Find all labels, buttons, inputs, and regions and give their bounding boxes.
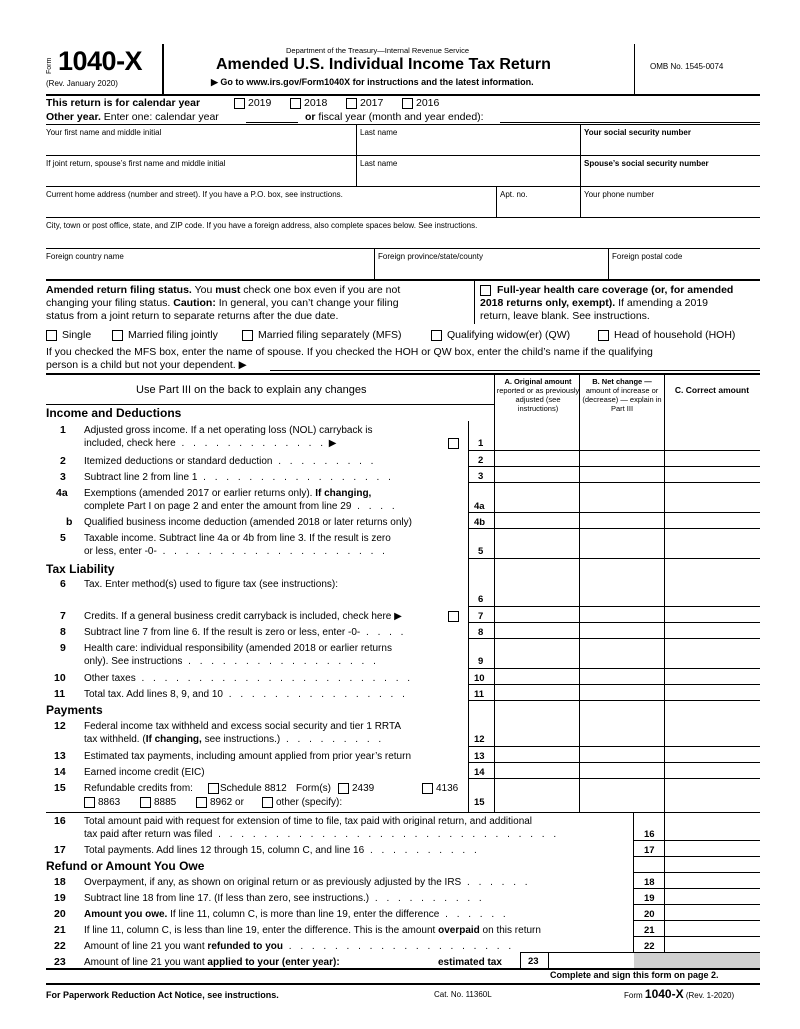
- column-c-title: C. Correct amount: [674, 385, 750, 395]
- filing-status-line2: [46, 297, 399, 309]
- line-5-number: 5: [60, 532, 66, 544]
- status-single-checkbox[interactable]: [46, 330, 57, 341]
- line-4b-number: b: [66, 516, 73, 528]
- line-21-bold: overpaid: [438, 925, 480, 936]
- year-2016-checkbox[interactable]: [402, 98, 413, 109]
- box-16: 16: [644, 829, 655, 840]
- footer-form-number: 1040-X: [644, 987, 684, 1001]
- box-14: 14: [474, 767, 485, 778]
- line-22-desc: Amount of line 21 you want: [84, 941, 208, 952]
- foreign-country-input[interactable]: [46, 262, 372, 279]
- line-2-desc: Itemized deductions or standard deduction: [84, 456, 273, 467]
- status-qw-label: Qualifying widow(er) (QW): [447, 329, 571, 341]
- form-8962-checkbox[interactable]: [196, 797, 207, 808]
- year-2018-label: 2018: [304, 97, 328, 109]
- line-12-text2: tax withheld. (If changing, see instructions.) . . . . . . . . .: [84, 734, 385, 745]
- shaded-area: [634, 953, 760, 968]
- section-income: Income and Deductions: [46, 406, 182, 420]
- fs-text1b: check one box even if you are not: [240, 284, 401, 296]
- line-5-text2: or less, enter -0- . . . . . . . . . . . . . . . . . . . .: [84, 546, 388, 557]
- line-3-desc: Subtract line 2 from line 1: [84, 472, 198, 483]
- city-input[interactable]: [46, 231, 760, 248]
- line-18-desc: Overpayment, if any, as shown on original return or as previously adjusted by the IRS: [84, 877, 462, 888]
- line-23-number: 23: [54, 956, 66, 968]
- box-1: 1: [478, 438, 484, 449]
- footer-form-word: Form: [624, 991, 643, 1000]
- hc-rest2: If amending a 2019: [615, 297, 709, 309]
- applied-year-input[interactable]: [382, 955, 434, 968]
- fiscal-year-row: [305, 111, 484, 123]
- form-8962-label: 8962 or: [210, 797, 244, 808]
- line-13-number: 13: [54, 750, 66, 762]
- filing-status-line3: status from a joint return to separate returns after the due date.: [46, 310, 339, 322]
- status-hoh-checkbox[interactable]: [598, 330, 609, 341]
- line-23-amount-input[interactable]: [549, 953, 633, 967]
- line-10-text: Other taxes . . . . . . . . . . . . . . . . . . . . . . . .: [84, 673, 414, 684]
- box-5: 5: [478, 546, 484, 557]
- line-8-number: 8: [60, 626, 66, 638]
- line-21-text: [84, 924, 541, 937]
- line-23-desc: Amount of line 21 you want: [84, 957, 208, 968]
- phone-input[interactable]: [582, 200, 760, 217]
- line-16-number: 16: [54, 815, 66, 827]
- line-3-text: Subtract line 2 from line 1 . . . . . . . . . . . . . . . . .: [84, 472, 394, 483]
- line-5-desc2: or less, enter -0-: [84, 546, 157, 557]
- status-mfj-label: Married filing jointly: [128, 329, 218, 341]
- line-21-desc2: on this return: [479, 925, 541, 936]
- nol-carryback-checkbox[interactable]: [448, 438, 459, 449]
- line-13-text: Estimated tax payments, including amount applied from prior year’s return: [84, 751, 412, 762]
- schedule-8812-checkbox[interactable]: [208, 783, 219, 794]
- line-16-text2: tax paid after return was filed . . . . . . . . . . . . . . . . . . . . . . . . . . . . . .: [84, 829, 560, 840]
- year-2017-checkbox[interactable]: [346, 98, 357, 109]
- line-4a-bold: If changing,: [312, 488, 372, 499]
- column-c-header: [672, 385, 752, 395]
- status-mfs-label: Married filing separately (MFS): [258, 329, 402, 341]
- other-year-text: Enter one: calendar year: [103, 111, 219, 123]
- mfs-note-line1: If you checked the MFS box, enter the name of spouse. If you checked the HOH or QW box, enter the child’s name if the qualifying: [46, 346, 653, 358]
- rev-date: (Rev. January 2020): [46, 79, 118, 88]
- catalog-number: Cat. No. 11360L: [434, 990, 492, 999]
- fiscal-or: or: [305, 111, 316, 123]
- line-6-number: 6: [60, 578, 66, 590]
- status-qw-checkbox[interactable]: [431, 330, 442, 341]
- form-number: 1040-X: [58, 46, 143, 76]
- spouse-ssn-label: Spouse’s social security number: [584, 159, 709, 168]
- line-11-amount-input[interactable]: [495, 685, 760, 700]
- filing-status-line1: [46, 284, 400, 296]
- box-23: 23: [528, 956, 539, 967]
- box-21: 21: [644, 925, 655, 936]
- line-18-text: Overpayment, if any, as shown on original return or as previously adjusted by the IRS . . . . . .: [84, 877, 531, 888]
- line-22-bold: refunded to you: [207, 941, 283, 952]
- line-8-desc: Subtract line 7 from line 6. If the result is zero or less, enter -0-: [84, 627, 361, 638]
- foreign-postal-input[interactable]: [610, 262, 760, 279]
- line-12-b1: tax withheld. (: [84, 734, 146, 745]
- line-4a-desc1: Exemptions (amended 2017 or earlier returns only).: [84, 488, 313, 499]
- line-7-number: 7: [60, 610, 66, 622]
- line-20-number: 20: [54, 908, 66, 920]
- line-1-amount-input[interactable]: [495, 437, 760, 450]
- box-19: 19: [644, 893, 655, 904]
- box-22: 22: [644, 941, 655, 952]
- box-2: 2: [478, 455, 484, 466]
- line-4a-text2: complete Part I on page 2 and enter the amount from line 29 . . . .: [84, 501, 398, 512]
- form-8885-checkbox[interactable]: [140, 797, 151, 808]
- mfs-note-line2: person is a child but not your dependent. ▶: [46, 359, 247, 371]
- credit-carryback-checkbox[interactable]: [448, 611, 459, 622]
- form-4136-label: 4136: [436, 783, 459, 794]
- health-coverage-line1: Full-year health care coverage (or, for amended: [497, 284, 734, 296]
- status-mfs-checkbox[interactable]: [242, 330, 253, 341]
- line-12-b2: If changing,: [145, 734, 202, 745]
- other-year-bold: Other year.: [46, 111, 101, 123]
- line-12-b3: see instructions.): [201, 734, 281, 745]
- footer-rev: (Rev. 1-2020): [685, 991, 735, 1000]
- form-8885-label: 8885: [154, 797, 177, 808]
- year-2017-label: 2017: [360, 97, 384, 109]
- line-9-text: Health care: individual responsibility (amended 2018 or earlier returns: [84, 643, 392, 654]
- health-coverage-line2: [480, 297, 708, 309]
- column-a-title: A. Original amount: [504, 377, 572, 386]
- line-20-bold: Amount you owe.: [84, 909, 168, 920]
- form-8863-checkbox[interactable]: [84, 797, 95, 808]
- last-name-label: Last name: [360, 128, 398, 137]
- line-9-text2: only). See instructions . . . . . . . . . . . . . . . . .: [84, 656, 379, 667]
- box-9: 9: [478, 656, 484, 667]
- calendar-year-label: This return is for calendar year: [46, 97, 201, 109]
- line-14-text: Earned income credit (EIC): [84, 767, 205, 778]
- section-refund: Refund or Amount You Owe: [46, 859, 205, 873]
- box-12: 12: [474, 734, 485, 745]
- line-20-text: Amount you owe. If line 11, column C, is more than line 19, enter the difference . . . . . .: [84, 909, 509, 920]
- box-11: 11: [474, 689, 485, 700]
- line-19-number: 19: [54, 892, 66, 904]
- line-11-text: Total tax. Add lines 8, 9, and 10 . . . . . . . . . . . . . . . .: [84, 689, 408, 700]
- year-2019-checkbox[interactable]: [234, 98, 245, 109]
- fs-line2a: changing your filing status.: [46, 297, 174, 309]
- status-single-label: Single: [62, 329, 92, 341]
- line-23-bold: applied to your (enter year):: [207, 957, 340, 968]
- form-2439-label: 2439: [352, 783, 375, 794]
- fs-line2b: In general, you can’t change your filing: [215, 297, 399, 309]
- box-18: 18: [644, 877, 655, 888]
- hc-bold2: 2018 returns only, exempt).: [480, 297, 616, 309]
- box-4b: 4b: [474, 517, 486, 528]
- line-1-text: Adjusted gross income. If a net operating loss (NOL) carryback is: [84, 425, 373, 436]
- part3-note: Use Part III on the back to explain any changes: [136, 384, 367, 396]
- section-tax: Tax Liability: [46, 562, 115, 576]
- first-name-label: Your first name and middle initial: [46, 128, 162, 137]
- column-a-desc: reported or as previously adjusted (see instructions): [496, 386, 580, 413]
- spouse-first-name-input[interactable]: [46, 169, 354, 186]
- city-label: City, town or post office, state, and ZIP code. If you have a foreign address, also complete spaces below. See instructions.: [46, 221, 478, 230]
- footer-form-id: [624, 987, 734, 1001]
- health-coverage-checkbox[interactable]: [480, 285, 491, 296]
- column-b-header: [580, 377, 664, 413]
- complete-sign-note: Complete and sign this form on page 2.: [550, 970, 719, 980]
- line-4a-desc2: complete Part I on page 2 and enter the amount from line 29: [84, 501, 352, 512]
- first-name-input[interactable]: [46, 138, 354, 155]
- status-hoh-label: Head of household (HOH): [614, 329, 736, 341]
- department: Department of the Treasury—Internal Revenue Service: [286, 46, 470, 55]
- foreign-province-input[interactable]: [376, 262, 606, 279]
- line-2-number: 2: [60, 455, 66, 467]
- phone-label: Your phone number: [584, 190, 654, 199]
- line-6-text: Tax. Enter method(s) used to figure tax (see instructions):: [84, 579, 338, 590]
- status-mfj-checkbox[interactable]: [112, 330, 123, 341]
- address-input[interactable]: [46, 200, 494, 217]
- ssn-input[interactable]: [582, 138, 760, 155]
- line-4a-number: 4a: [56, 487, 68, 499]
- box-20: 20: [644, 909, 655, 920]
- section-payments: Payments: [46, 703, 103, 717]
- foreign-postal-label: Foreign postal code: [612, 252, 683, 261]
- line-1-check-text: included, check here: [84, 438, 176, 449]
- other-year-row: [46, 111, 219, 123]
- line-9-desc2: only). See instructions: [84, 656, 183, 667]
- form-title: Amended U.S. Individual Income Tax Return: [216, 56, 551, 73]
- fs-must: must: [215, 284, 241, 296]
- estimated-tax-label: estimated tax: [438, 957, 502, 968]
- fs-text1a: You: [191, 284, 216, 296]
- line-19-text: Subtract line 18 from line 17. (If less than zero, see instructions.) . . . . . . . . . .: [84, 893, 485, 904]
- year-2016-label: 2016: [416, 97, 440, 109]
- line-1-text2: included, check here . . . . . . . . . . . . . ▶: [84, 438, 337, 449]
- spouse-first-name-label: If joint return, spouse’s first name and middle initial: [46, 159, 226, 168]
- schedule-8812-label: Schedule 8812: [220, 783, 287, 794]
- line-17-number: 17: [54, 844, 66, 856]
- line-11-desc: Total tax. Add lines 8, 9, and 10: [84, 689, 223, 700]
- tax-method-input[interactable]: [84, 594, 464, 606]
- line-10-desc: Other taxes: [84, 673, 136, 684]
- apt-input[interactable]: [498, 200, 578, 217]
- year-2019-label: 2019: [248, 97, 272, 109]
- address-label: Current home address (number and street). If you have a P.O. box, see instructions.: [46, 190, 343, 199]
- box-6: 6: [478, 594, 484, 605]
- line-11-number: 11: [54, 688, 66, 700]
- year-2018-checkbox[interactable]: [290, 98, 301, 109]
- line-9-number: 9: [60, 642, 66, 654]
- line-21-desc: If line 11, column C, is less than line 19, enter the difference. This is the amount: [84, 925, 439, 936]
- line-8-text: Subtract line 7 from line 6. If the result is zero or less, enter -0- . . . .: [84, 627, 407, 638]
- line-22-text: Amount of line 21 you want refunded to you . . . . . . . . . . . . . . . . . . . .: [84, 941, 515, 952]
- fiscal-text: fiscal year (month and year ended):: [318, 111, 484, 123]
- omb-number: OMB No. 1545-0074: [650, 62, 724, 71]
- box-13: 13: [474, 751, 485, 762]
- box-8: 8: [478, 627, 484, 638]
- foreign-country-label: Foreign country name: [46, 252, 124, 261]
- fs-caution: Caution:: [173, 297, 216, 309]
- line-4b-text: Qualified business income deduction (amended 2018 or later returns only): [84, 517, 412, 528]
- box-15: 15: [474, 797, 485, 808]
- line-16-desc2: tax paid after return was filed: [84, 829, 213, 840]
- ssn-label: Your social security number: [584, 128, 691, 137]
- box-7: 7: [478, 611, 484, 622]
- form-header: [46, 44, 760, 94]
- line-15-number: 15: [54, 782, 66, 794]
- spouse-last-name-input[interactable]: [358, 169, 578, 186]
- column-a-header: [496, 377, 580, 413]
- line-1-number: 1: [60, 424, 66, 436]
- line-7-text: Credits. If a general business credit carryback is included, check here ▶: [84, 611, 402, 622]
- box-3: 3: [478, 471, 484, 482]
- form-8863-label: 8863: [98, 797, 121, 808]
- line-3-number: 3: [60, 471, 66, 483]
- column-b-title: B. Net change —: [592, 377, 652, 386]
- foreign-province-label: Foreign province/state/county: [378, 252, 483, 261]
- line-10-number: 10: [54, 672, 66, 684]
- other-credit-input[interactable]: [360, 797, 464, 808]
- line-22-number: 22: [54, 940, 66, 952]
- other-credit-label: other (specify):: [276, 797, 343, 808]
- filing-status-heading: Amended return filing status.: [46, 284, 192, 296]
- line-17-desc: Total payments. Add lines 12 through 15, column C, and line 16: [84, 845, 365, 856]
- column-b-desc: amount of increase or (decrease) — explain in Part III: [582, 386, 662, 413]
- box-4a: 4a: [474, 501, 485, 512]
- spouse-ssn-input[interactable]: [582, 169, 760, 186]
- line-20-desc: If line 11, column C, is more than line 19, enter the difference: [167, 909, 440, 920]
- line-16-text: Total amount paid with request for extension of time to file, tax paid with original return, and additional: [84, 816, 533, 827]
- dependent-name-input[interactable]: [270, 358, 760, 371]
- line-12-text: Federal income tax withheld and excess social security and tier 1 RRTA: [84, 721, 401, 732]
- line-12-number: 12: [54, 720, 66, 732]
- instructions-link[interactable]: ▶ Go to www.irs.gov/Form1040X for instructions and the latest information.: [211, 77, 534, 87]
- line-4a-text: [84, 487, 371, 500]
- form-word: Form: [46, 57, 53, 74]
- other-credit-checkbox[interactable]: [262, 797, 273, 808]
- line-19-desc: Subtract line 18 from line 17. (If less than zero, see instructions.): [84, 893, 370, 904]
- spouse-last-name-label: Last name: [360, 159, 398, 168]
- paperwork-notice: For Paperwork Reduction Act Notice, see instructions.: [46, 990, 279, 1000]
- line-5-text: Taxable income. Subtract line 4a or 4b from line 3. If the result is zero: [84, 533, 391, 544]
- last-name-input[interactable]: [358, 138, 578, 155]
- line-18-number: 18: [54, 876, 66, 888]
- apt-label: Apt. no.: [500, 190, 528, 199]
- form-4136-checkbox[interactable]: [422, 783, 433, 794]
- box-10: 10: [474, 673, 485, 684]
- line-21-number: 21: [54, 924, 66, 936]
- line-17-text: Total payments. Add lines 12 through 15, column C, and line 16 . . . . . . . . . .: [84, 845, 480, 856]
- line-14-number: 14: [54, 766, 66, 778]
- forms-label: Form(s): [296, 783, 331, 794]
- line-2-text: Itemized deductions or standard deduction . . . . . . . . .: [84, 456, 377, 467]
- form-2439-checkbox[interactable]: [338, 783, 349, 794]
- box-17: 17: [644, 845, 655, 856]
- line-15-text: Refundable credits from:: [84, 783, 193, 794]
- health-coverage-line3: return, leave blank. See instructions.: [480, 310, 650, 322]
